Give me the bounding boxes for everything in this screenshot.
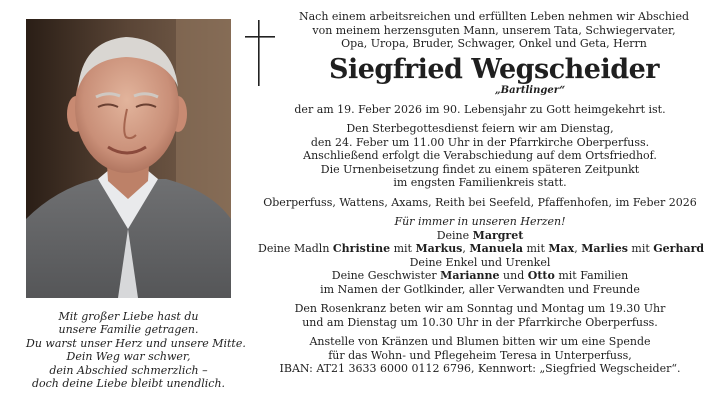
text: mit [523, 242, 549, 255]
service-line: den 24. Feber um 11.00 Uhr in der Pfarrkirche Oberperfuss. [310, 135, 650, 149]
rosary-line: Den Rosenkranz beten wir am Sonntag und Montag um 19.30 Uhr [294, 302, 666, 315]
text: mit Familien [554, 269, 629, 282]
partner-name: Gerhard [653, 242, 705, 255]
service-line: Anschließend erfolgt die Verabschiedung auf dem Ortsfriedhof. [303, 149, 657, 162]
text: Deine Madln [258, 242, 333, 255]
text: , [462, 242, 470, 255]
text: Deine Geschwister [331, 269, 441, 282]
donation-line: für das Wohn- und Pflegeheim Teresa in Unterperfuss, [328, 348, 632, 362]
service-line: Die Urnenbeisetzung findet zu einem späteren Zeitpunkt [320, 162, 640, 176]
sibling-name: Otto [527, 269, 555, 282]
child-name: Manuela [469, 242, 523, 255]
partner-name: Max [548, 242, 575, 255]
family-wife [258, 229, 702, 243]
family-list [258, 228, 705, 297]
text: und [499, 269, 528, 282]
partner-name: Markus [415, 242, 463, 255]
family-siblings [258, 269, 702, 283]
text: mit [390, 242, 416, 255]
text: mit [627, 242, 654, 255]
motto-line: dein Abschied schmerzlich – [49, 363, 208, 377]
motto-line: Dein Weg war schwer, [66, 350, 191, 364]
wife-name: Margret [472, 228, 524, 242]
family-children [258, 242, 705, 256]
rosary-line: und am Dienstag um 10.30 Uhr in der Pfarrkirche Oberperfuss. [302, 315, 658, 329]
intro-text [286, 10, 702, 51]
farewell-line: Für immer in unseren Herzen! [394, 215, 566, 228]
service-line: im engsten Familienkreis statt. [393, 176, 567, 189]
nickname: „Bartlinger“ [494, 84, 566, 96]
rosary-info [258, 302, 702, 329]
child-name: Marlies [581, 242, 628, 255]
motto-line: unsere Familie getragen. [58, 323, 199, 337]
obituary-text [258, 10, 705, 376]
sibling-name: Marianne [440, 269, 500, 282]
motto-line: Mit großer Liebe hast du [58, 310, 199, 323]
child-name: Christine [332, 242, 391, 255]
portrait-photo [26, 19, 231, 298]
text: Deine [436, 228, 473, 242]
family-others: im Namen der Gotlkinder, aller Verwandten und Freunde [320, 282, 640, 296]
intro-line: Opa, Uropa, Bruder, Schwager, Onkel und Geta, Herrn [341, 37, 647, 50]
places-date: Oberperfuss, Wattens, Axams, Reith bei Seefeld, Pfaffenhofen, im Feber 2026 [263, 195, 697, 209]
intro-line: Nach einem arbeitsreichen und erfüllten Leben nehmen wir Abschied [298, 10, 689, 23]
text: , [574, 242, 582, 255]
motto-line: Du warst unser Herz und unsere Mitte. [26, 336, 246, 350]
donation-info [258, 335, 702, 376]
death-date-line: der am 19. Feber 2026 im 90. Lebensjahr zu Gott heimgekehrt ist. [294, 102, 666, 116]
service-info [258, 122, 702, 190]
service-line: Den Sterbegottesdienst feiern wir am Dienstag, [346, 122, 614, 135]
family-grandchildren: Deine Enkel und Urenkel [409, 255, 551, 269]
donation-line: IBAN: AT21 3633 6000 0112 6796, Kennwort: „Siegfried Wegscheider“. [279, 362, 681, 375]
motto-verse [26, 310, 246, 391]
donation-line: Anstelle von Kränzen und Blumen bitten wir um eine Spende [309, 335, 651, 348]
motto-line: doch deine Liebe bleibt unendlich. [31, 377, 226, 391]
intro-line: von meinem herzensguten Mann, unserem Tata, Schwiegervater, [312, 23, 676, 37]
deceased-name: Siegfried Wegscheider [328, 53, 660, 85]
